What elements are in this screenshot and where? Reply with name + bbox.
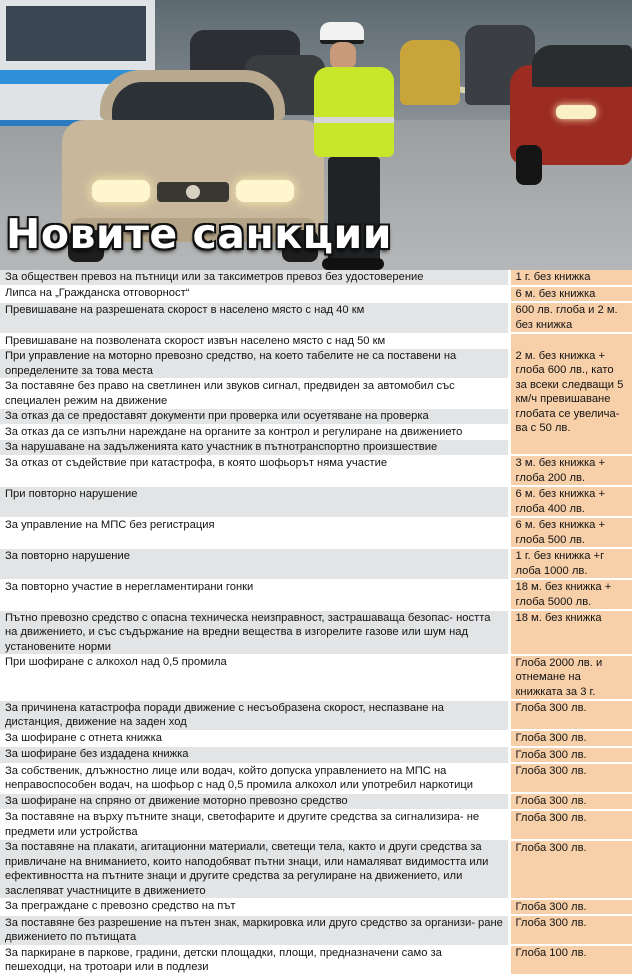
table-row [0,270,632,286]
penalty-cell: 6 м. без книжка + глоба 500 лв. [509,517,632,548]
offense-cell: За собственик, длъжностно лице или водач, който допуска управлението на МПС на неправоспособен водач, на шофьор с над 0,5 промила алкохол или употребил наркотици [0,763,509,793]
table-row [0,915,632,945]
table-row [0,945,632,975]
red-car-windshield [532,45,632,87]
penalty-cell: Глоба 100 лв. [509,945,632,975]
table-row [0,517,632,548]
penalty-cell: 6 м. без книжка [509,286,632,303]
penalty-cell: 600 лв. глоба и 2 м. без книжка [509,302,632,333]
table-row [0,899,632,916]
car-windshield [112,82,274,122]
table-row [0,579,632,610]
red-car-wheel [516,145,542,185]
table-row [0,655,632,701]
offense-cell: За отказ да се изпълни нареждане на органите за контрол и регулиране на движението [0,424,509,440]
offense-cell: При шофиране с алкохол над 0,5 промила [0,655,509,701]
table-row [0,286,632,303]
offense-cell: При управление на моторно превозно средство, на което табелите не са поставени на определените за това места [0,349,509,379]
table-row [0,730,632,747]
table-row [0,333,632,349]
penalty-cell: 3 м. без книжка + глоба 200 лв. [509,455,632,486]
penalty-cell: 1 г. без книжка [509,270,632,286]
red-car-headlight [556,105,596,119]
bus-window [6,6,146,61]
opel-logo-icon [186,185,200,199]
penalty-cell: Глоба 300 лв. [509,915,632,945]
penalty-cell: 1 г. без книжка +г лоба 1000 лв. [509,548,632,579]
penalty-cell [509,333,632,349]
hero-photo [0,0,632,270]
penalty-cell: 2 м. без книжка + глоба 600 лв., като за всеки следващи 5 км/ч превишаване глобата се увелича- ва с 50 лв. [509,349,632,456]
offense-cell: За причинена катастрофа поради движение с несъобразена скорост, неспазване на дистанция, движение на заден ход [0,700,509,730]
table-row [0,548,632,579]
penalty-cell: Глоба 300 лв. [509,730,632,747]
table-row [0,840,632,899]
penalty-cell: Глоба 300 лв. [509,700,632,730]
table-row [0,455,632,486]
officer-vest [314,67,394,157]
offense-cell: За шофиране на спряно от движение моторно превозно средство [0,793,509,810]
table-row [0,793,632,810]
penalty-cell: Глоба 300 лв. [509,763,632,793]
penalty-cell: Глоба 300 лв. [509,899,632,916]
background-car [400,40,460,105]
penalty-cell: Глоба 300 лв. [509,840,632,899]
penalty-cell: 6 м. без книжка + глоба 400 лв. [509,486,632,517]
penalty-cell: Глоба 300 лв. [509,747,632,764]
offense-cell: За поставяне на върху пътните знаци, светофарите и другите средства за сигнализира- не предмети или устройства [0,810,509,840]
offense-cell: За повторно участие в нерегламентирани гонки [0,579,509,610]
penalty-cell: 18 м. без книжка + глоба 5000 лв. [509,579,632,610]
table-row [0,763,632,793]
offense-cell: За шофиране без издадена книжка [0,747,509,764]
penalty-cell: Глоба 2000 лв. и отнемане на книжката за 3 г. [509,655,632,701]
table-row [0,810,632,840]
offense-cell: За поставяне без право на светлинен или звуков сигнал, предвиден за автомобил със специален режим на движение [0,379,509,409]
offense-cell: За повторно нарушение [0,548,509,579]
table-row [0,349,632,379]
table-row [0,700,632,730]
sanctions-table-wrap [0,270,632,976]
offense-cell: За обществен превоз на пътници или за таксиметров превоз без удостоверение [0,270,509,286]
penalty-cell: Глоба 300 лв. [509,793,632,810]
red-car [510,35,632,175]
offense-cell: За нарушаване на задълженията като участник в пътнотранспортно произшествие [0,440,509,456]
offense-cell: Превишаване на позволената скорост извън населено място с над 50 км [0,333,509,349]
offense-cell: Пътно превозно средство с опасна техническа неизправност, застрашаваща безопас- ността на движението, и със съдържание на вредни вещества в изгорелите газове или шум над установените норми [0,610,509,655]
offense-cell: За шофиране с отнета книжка [0,730,509,747]
offense-cell: За поставяне без разрешение на пътен знак, маркировка или друго средство за организи- ране движението по пътищата [0,915,509,945]
offense-cell: За отказ от съдействие при катастрофа, в която шофьорът няма участие [0,455,509,486]
table-row [0,747,632,764]
table-row [0,486,632,517]
penalty-cell: Глоба 300 лв. [509,810,632,840]
sanctions-table [0,270,632,976]
offense-cell: За отказ да се предоставят документи при проверка или осуетяване на проверка [0,409,509,425]
offense-cell: При повторно нарушение [0,486,509,517]
offense-cell: За преграждане с превозно средство на път [0,899,509,916]
offense-cell: За паркиране в паркове, градини, детски площадки, площи, предназначени само за пешеходци, на тротоари или в подлези [0,945,509,975]
penalty-cell: 18 м. без книжка [509,610,632,655]
headlight-left [92,180,150,202]
offense-cell: Липса на „Гражданска отговорност“ [0,286,509,303]
vest-stripe [314,117,394,123]
offense-cell: Превишаване на разрешената скорост в населено място с над 40 км [0,302,509,333]
table-row [0,302,632,333]
offense-cell: За поставяне на плакати, агитационни материали, светещи тела, както и други средства за привличане на вниманието, които наподобяват пътни знаци, или намаляват видимостта или ефективността на пътните знаци и другите средства за регулиране на движението, или заслепяват участниците в движението [0,840,509,899]
officer-cap [320,22,364,44]
page-title: Новите санкции [6,210,392,258]
offense-cell: За управление на МПС без регистрация [0,517,509,548]
table-row [0,610,632,655]
headlight-right [236,180,294,202]
officer-head [330,42,356,70]
